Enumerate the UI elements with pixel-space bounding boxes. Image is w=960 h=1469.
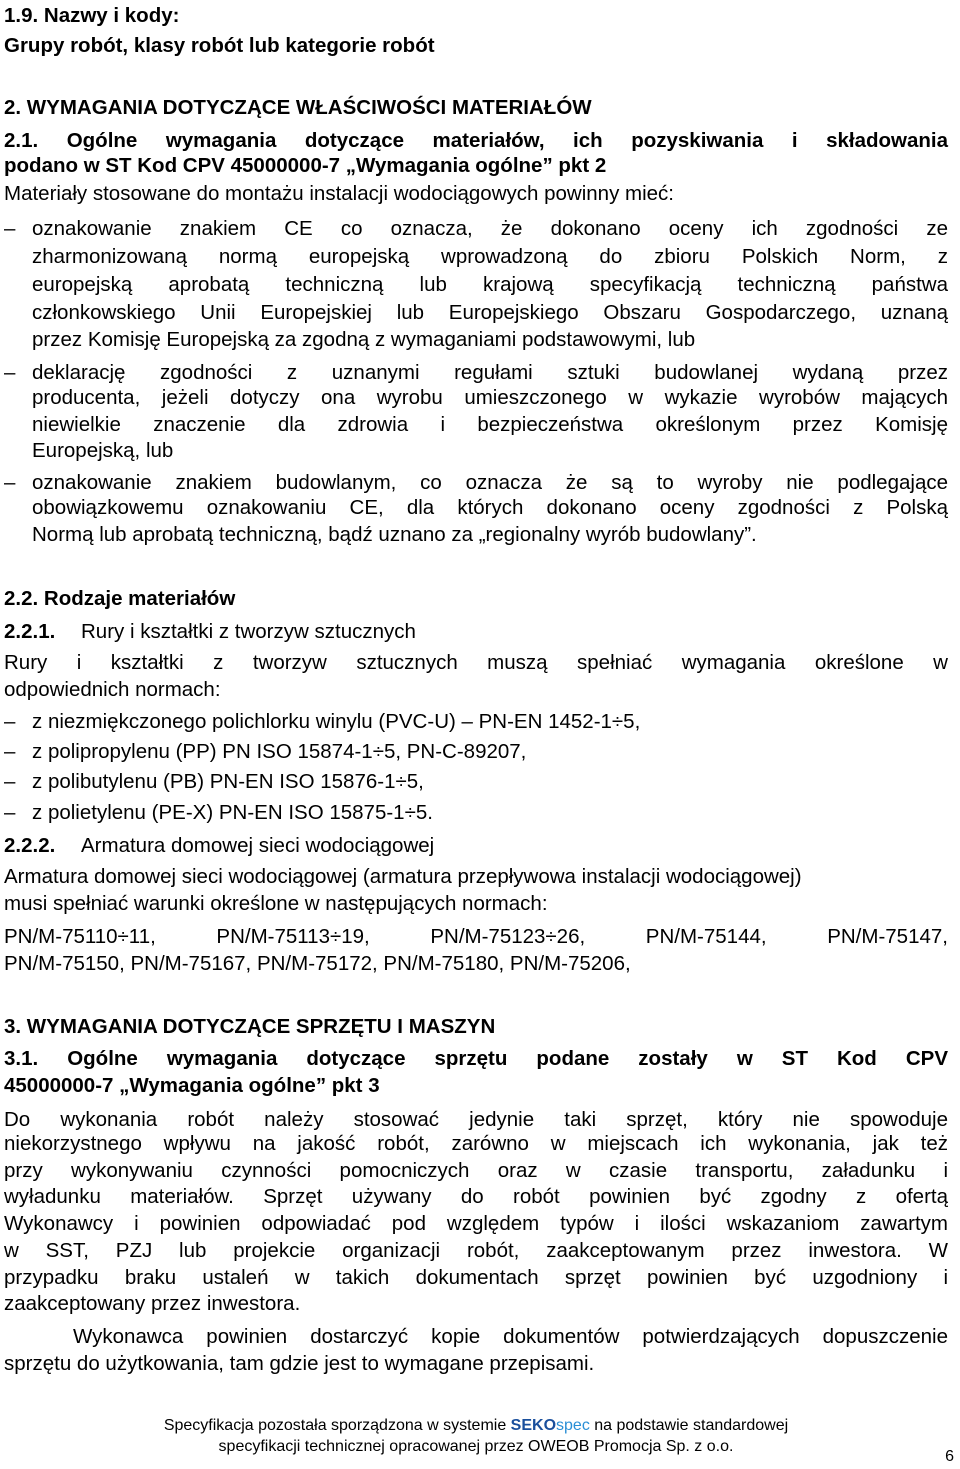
bullet-2-line: deklarację zgodności z uznanymi regułami sztuki budowlanej wydaną przez xyxy=(32,361,948,384)
section-1-9-title: 1.9. Nazwy i kody: xyxy=(4,4,180,27)
bullet-1-line: europejską aprobatą techniczną lub krajową specyfikacją techniczną państwa xyxy=(32,273,948,296)
section-3-1-line-1: 3.1. Ogólne wymagania dotyczące sprzętu podane zostały w ST Kod CPV xyxy=(4,1047,948,1070)
bullet-2-line: niewielkie znaczenie dla zdrowia i bezpieczeństwa określonym przez Komisję xyxy=(32,413,948,436)
pipes-intro-line-1: Rury i kształtki z tworzyw sztucznych muszą spełniać wymagania określone w xyxy=(4,651,948,674)
footer-text: na podstawie standardowej xyxy=(589,1417,789,1434)
section-2-1-line-1: 2.1. Ogólne wymagania dotyczące materiałów, ich pozyskiwania i składowania xyxy=(4,129,948,152)
equipment-paragraph-line: Wykonawcy i powinien odpowiadać pod względem typów i ilości wskazaniom zawartym xyxy=(4,1212,948,1235)
equipment-paragraph-line: wyładunku materiałów. Sprzęt używany do robót powinien być zgodny z ofertą xyxy=(4,1185,948,1208)
bullet-dash: – xyxy=(4,740,16,763)
bullet-2-line: Europejską, lub xyxy=(32,439,174,462)
section-2-2-2-title: Armatura domowej sieci wodociągowej xyxy=(81,834,435,857)
bullet-dash: – xyxy=(4,801,16,824)
section-2-1-line-2: podano w ST Kod CPV 45000000-7 „Wymagania ogólne” pkt 2 xyxy=(4,154,607,177)
pipe-standard-item: z polietylenu (PE-X) PN-EN ISO 15875-1÷5. xyxy=(32,801,433,824)
bullet-1-line: członkowskiego Unii Europejskiej lub Europejskiego Obszaru Gospodarczego, uznaną xyxy=(32,301,948,324)
footer-line-2: specyfikacji technicznej opracowanej przez OWEOB Promocja Sp. z o.o. xyxy=(218,1438,734,1455)
bullet-1-line: przez Komisję Europejską za zgodną z wymaganiami podstawowymi, lub xyxy=(32,328,696,351)
footer-text: Specyfikacja pozostała sporządzona w systemie xyxy=(163,1417,511,1434)
bullet-3-line: Normą lub aprobatą techniczną, bądź uznano za „regionalny wyrób budowlany”. xyxy=(32,523,757,546)
bullet-dash: – xyxy=(4,361,16,384)
equipment-paragraph-line: niekorzystnego wpływu na jakość robót, zarówno w miejscach ich wykonania, jak też xyxy=(4,1132,948,1155)
section-2-2-1-title: Rury i kształtki z tworzyw sztucznych xyxy=(81,620,416,643)
fittings-standards-line-2: PN/M-75150, PN/M-75167, PN/M-75172, PN/M-75180, PN/M-75206, xyxy=(4,952,631,975)
pipe-standard-item: z niezmiękczonego polichlorku winylu (PVC-U) – PN-EN 1452-1÷5, xyxy=(32,710,641,733)
section-3-1-line-2: 45000000-7 „Wymagania ogólne” pkt 3 xyxy=(4,1074,380,1097)
footer-line-1 xyxy=(4,1416,948,1436)
bullet-2-line: producenta, jeżeli dotyczy ona wyrobu umieszczonego w wykazie wyrobów mających xyxy=(32,386,948,409)
materials-intro: Materiały stosowane do montażu instalacji wodociągowych powinny mieć: xyxy=(4,182,674,205)
bullet-dash: – xyxy=(4,710,16,733)
pipe-standard-item: z polipropylenu (PP) PN ISO 15874-1÷5, PN-C-89207, xyxy=(32,740,527,763)
bullet-1-line: zharmonizowaną normą europejską wprowadzoną do zbioru Polskich Norm, z xyxy=(32,245,948,268)
pipe-standard-item: z polibutylenu (PB) PN-EN ISO 15876-1÷5, xyxy=(32,770,424,793)
bullet-3-line: oznakowanie znakiem budowlanym, co oznacza że są to wyroby nie podlegające xyxy=(32,471,948,494)
page-number: 6 xyxy=(945,1448,954,1465)
equipment-paragraph-line: zaakceptowany przez inwestora. xyxy=(4,1292,301,1315)
documents-paragraph-line: Wykonawca powinien dostarczyć kopie dokumentów potwierdzających dopuszczenie xyxy=(4,1325,948,1348)
section-2-2-2-number: 2.2.2. xyxy=(4,834,56,857)
bullet-dash: – xyxy=(4,471,16,494)
sekospec-logo-part-a: SEKO xyxy=(510,1417,557,1434)
section-2-2-1-number: 2.2.1. xyxy=(4,620,56,643)
equipment-paragraph-line: w SST, PZJ lub projekcie organizacji robót, zaakceptowanym przez inwestora. W xyxy=(4,1239,948,1262)
bullet-3-line: obowiązkowemu oznakowaniu CE, dla których dokonano oceny zgodności z Polską xyxy=(32,496,948,519)
section-3-heading: 3. WYMAGANIA DOTYCZĄCE SPRZĘTU I MASZYN xyxy=(4,1015,496,1038)
bullet-dash: – xyxy=(4,217,16,240)
equipment-paragraph-line: przy wykonywaniu czynności pomocniczych oraz w czasie transportu, załadunku i xyxy=(4,1159,948,1182)
equipment-paragraph-line: przypadku braku ustaleń w takich dokumentach sprzęt powinien być uzgodniony i xyxy=(4,1266,948,1289)
fittings-line-1: Armatura domowej sieci wodociągowej (armatura przepływowa instalacji wodociągowej) xyxy=(4,865,802,888)
bullet-1-line: oznakowanie znakiem CE co oznacza, że dokonano oceny ich zgodności ze xyxy=(32,217,948,240)
documents-paragraph-line: sprzętu do użytkowania, tam gdzie jest to wymagane przepisami. xyxy=(4,1352,595,1375)
sekospec-logo-part-b: spec xyxy=(556,1417,590,1434)
fittings-standards-line-1: PN/M-75110÷11, PN/M-75113÷19, PN/M-75123÷26, PN/M-75144, PN/M-75147, xyxy=(4,925,948,948)
pipes-intro-line-2: odpowiednich normach: xyxy=(4,678,221,701)
section-2-heading: 2. WYMAGANIA DOTYCZĄCE WŁAŚCIWOŚCI MATERIAŁÓW xyxy=(4,96,592,119)
section-2-2-heading: 2.2. Rodzaje materiałów xyxy=(4,587,236,610)
bullet-dash: – xyxy=(4,770,16,793)
equipment-paragraph-line: Do wykonania robót należy stosować jedynie taki sprzęt, który nie spowoduje xyxy=(4,1108,948,1131)
fittings-line-2: musi spełniać warunki określone w następujących normach: xyxy=(4,892,548,915)
section-1-9-subtitle: Grupy robót, klasy robót lub kategorie robót xyxy=(4,34,435,57)
